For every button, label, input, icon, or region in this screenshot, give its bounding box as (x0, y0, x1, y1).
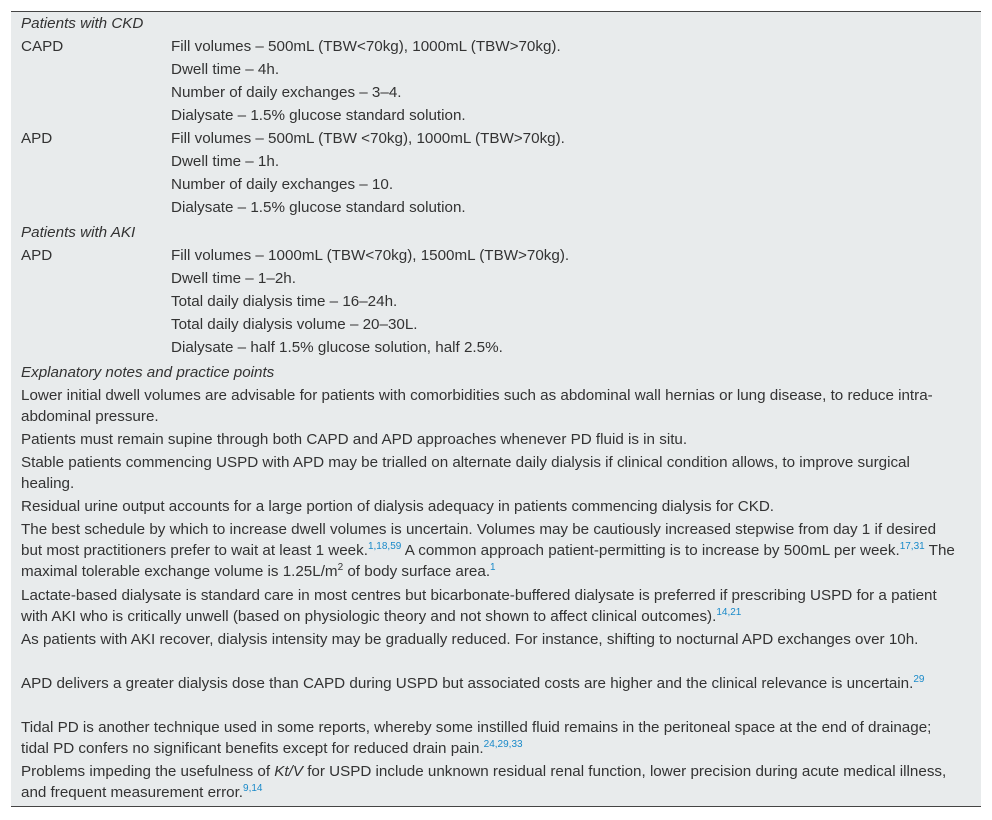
apd-aki-total-time: Total daily dialysis time – 16–24h. (171, 293, 398, 310)
section-heading-notes: Explanatory notes and practice points (21, 364, 275, 381)
note-dialysate-type (21, 585, 956, 627)
note-schedule-text-c: The maximal tolerable exchange volume is 1.25L/m (21, 542, 955, 580)
note-tidal-pd (21, 717, 956, 759)
note-schedule-text-b: A common approach patient-permitting is to increase by 500mL per week. (401, 542, 900, 559)
section-heading-aki: Patients with AKI (21, 224, 136, 241)
note-alternate-daily: Stable patients commencing USPD with APD may be trialled on alternate daily dialysis if clinical condition allows, to improve surgical healing. (21, 454, 910, 492)
apd-aki-dialysate: Dialysate – half 1.5% glucose solution, half 2.5%. (171, 339, 503, 356)
apd-aki-fill-volumes: Fill volumes – 1000mL (TBW<70kg), 1500mL (TBW>70kg). (171, 247, 570, 264)
note-dialysate-type-text: Lactate-based dialysate is standard care in most centres but bicarbonate-buffered dialysate is preferred if prescribing USPD for a patient with AKI who is critically unwell (based on physiologic theory and not shown to affect clinical outcomes). (21, 587, 937, 625)
citation-ref[interactable]: 17,31 (899, 540, 925, 552)
apd-ckd-fill-volumes: Fill volumes – 500mL (TBW <70kg), 1000mL (TBW>70kg). (171, 130, 565, 147)
prescription-table (11, 11, 981, 807)
note-schedule (21, 519, 956, 582)
ktv-term: Kt/V (274, 763, 303, 780)
note-dwell-volumes: Lower initial dwell volumes are advisable for patients with comorbidities such as abdominal wall hernias or lung disease, to reduce intra-abdominal pressure. (21, 387, 933, 425)
capd-fill-volumes: Fill volumes – 500mL (TBW<70kg), 1000mL (TBW>70kg). (171, 38, 561, 55)
apd-ckd-dialysate: Dialysate – 1.5% glucose standard solution. (171, 199, 466, 216)
citation-ref[interactable]: 1 (490, 561, 496, 573)
apd-ckd-dwell-time: Dwell time – 1h. (171, 153, 280, 170)
note-supine: Patients must remain supine through both CAPD and APD approaches whenever PD fluid is in situ. (21, 431, 688, 448)
capd-exchanges: Number of daily exchanges – 3–4. (171, 84, 402, 101)
citation-ref[interactable]: 29 (913, 673, 925, 685)
note-apd-dose (21, 673, 956, 694)
note-tidal-pd-text: Tidal PD is another technique used in some reports, whereby some instilled fluid remains in the peritoneal space at the end of drainage; tidal PD confers no significant benefits except for reduced drain pain. (21, 719, 932, 757)
note-apd-dose-text: APD delivers a greater dialysis dose than CAPD during USPD but associated costs are higher and the clinical relevance is uncertain. (21, 675, 914, 692)
note-ktv-text-a: Problems impeding the usefulness of (21, 763, 275, 780)
note-schedule-text-d: of body surface area. (343, 563, 491, 580)
note-ktv (21, 761, 956, 803)
note-schedule-text-a: The best schedule by which to increase dwell volumes is uncertain. Volumes may be cautiously increased stepwise from day 1 if desired but most practitioners prefer to wait at least 1 week. (21, 521, 937, 559)
section-heading-ckd: Patients with CKD (21, 15, 144, 32)
citation-ref[interactable]: 9,14 (243, 782, 263, 794)
modality-label-apd-aki: APD (21, 247, 53, 264)
note-residual-urine: Residual urine output accounts for a large portion of dialysis adequacy in patients commencing dialysis for CKD. (21, 498, 775, 515)
apd-ckd-exchanges: Number of daily exchanges – 10. (171, 176, 394, 193)
note-ktv-text-b: for USPD include unknown residual renal function, lower precision during acute medical illness, and frequent measurement error. (21, 763, 947, 801)
apd-aki-total-volume: Total daily dialysis volume – 20–30L. (171, 316, 418, 333)
citation-ref[interactable]: 24,29,33 (483, 738, 523, 750)
apd-aki-dwell-time: Dwell time – 1–2h. (171, 270, 296, 287)
capd-dwell-time: Dwell time – 4h. (171, 61, 280, 78)
capd-dialysate: Dialysate – 1.5% glucose standard solution. (171, 107, 466, 124)
citation-ref[interactable]: 14,21 (716, 606, 742, 618)
exponent: 2 (337, 561, 344, 573)
citation-ref[interactable]: 1,18,59 (367, 540, 402, 552)
modality-label-capd: CAPD (21, 38, 64, 55)
note-aki-recovery: As patients with AKI recover, dialysis intensity may be gradually reduced. For instance, shifting to nocturnal APD exchanges over 10h. (21, 631, 919, 648)
modality-label-apd-ckd: APD (21, 130, 53, 147)
